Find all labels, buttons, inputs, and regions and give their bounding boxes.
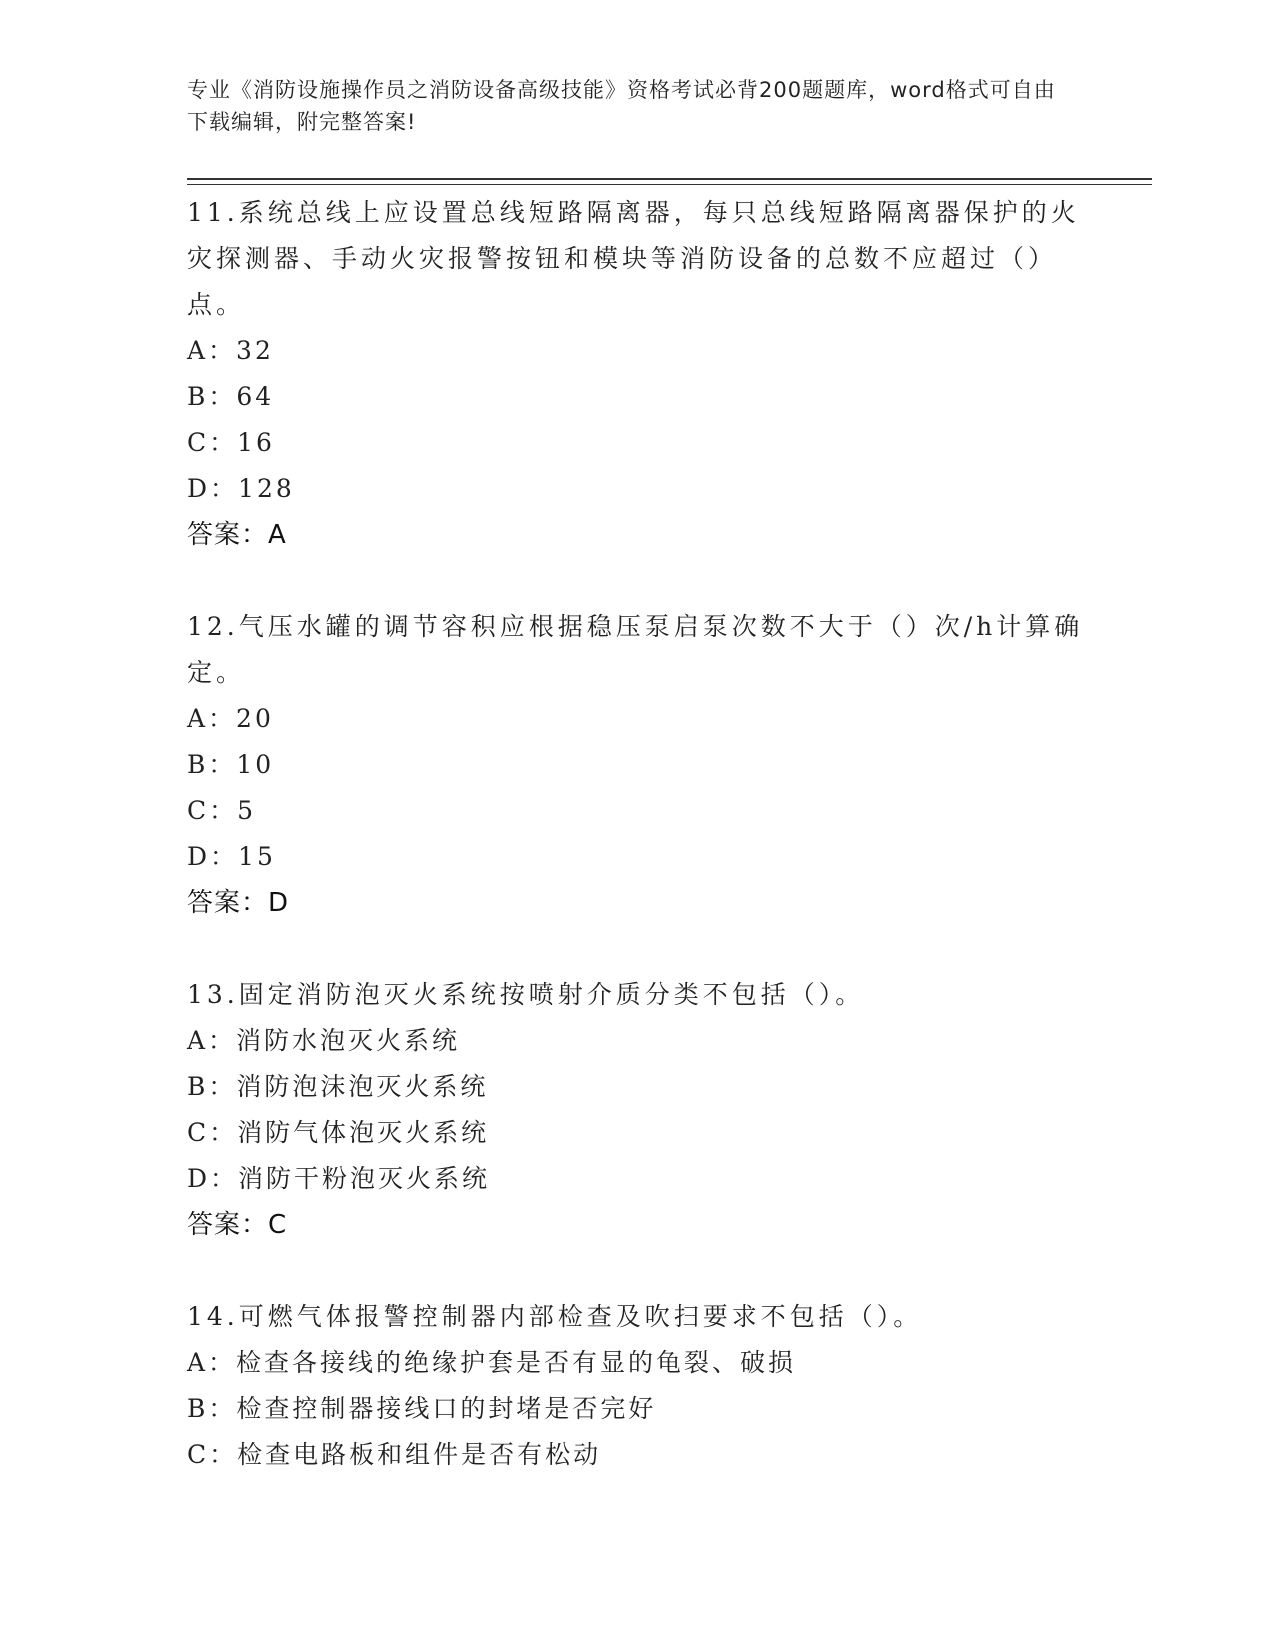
question-stem: 13.固定消防泡灭火系统按喷射介质分类不包括（）。 <box>187 980 865 1009</box>
question-12 <box>187 604 1087 926</box>
question-13 <box>187 972 1087 1248</box>
option-c: C：消防气体泡灭火系统 <box>187 1118 490 1147</box>
option-c: C：5 <box>187 796 257 825</box>
option-b: B：10 <box>187 750 275 779</box>
option-d: D：15 <box>187 842 276 871</box>
header-divider-thick <box>187 178 1152 180</box>
option-b: B：检查控制器接线口的封堵是否完好 <box>187 1394 657 1423</box>
question-14 <box>187 1294 1087 1478</box>
option-a: A：32 <box>187 336 274 365</box>
answer-line: 答案：C <box>187 1210 288 1240</box>
document-header: 专业《消防设施操作员之消防设备高级技能》资格考试必背200题题库，word格式可自由下载编辑，附完整答案! <box>187 78 1056 134</box>
option-d: D：消防干粉泡灭火系统 <box>187 1164 491 1193</box>
option-c: C：16 <box>187 428 275 457</box>
question-stem: 14.可燃气体报警控制器内部检查及吹扫要求不包括（）。 <box>187 1302 923 1331</box>
header-divider-thin <box>187 184 1152 185</box>
answer-line: 答案：D <box>187 888 290 918</box>
option-c: C：检查电路板和组件是否有松动 <box>187 1440 602 1469</box>
question-stem: 11.系统总线上应设置总线短路隔离器，每只总线短路隔离器保护的火灾探测器、手动火灾报警按钮和模块等消防设备的总数不应超过（）点。 <box>187 198 1080 319</box>
option-a: A：检查各接线的绝缘护套是否有显的龟裂、破损 <box>187 1348 797 1377</box>
question-list <box>187 190 1087 1524</box>
option-b: B：消防泡沫泡灭火系统 <box>187 1072 489 1101</box>
question-11 <box>187 190 1087 558</box>
option-a: A：消防水泡灭火系统 <box>187 1026 461 1055</box>
question-stem: 12.气压水罐的调节容积应根据稳压泵启泵次数不大于（）次/h计算确定。 <box>187 612 1084 687</box>
option-b: B：64 <box>187 382 275 411</box>
option-d: D：128 <box>187 474 295 503</box>
option-a: A：20 <box>187 704 274 733</box>
answer-line: 答案：A <box>187 520 287 550</box>
